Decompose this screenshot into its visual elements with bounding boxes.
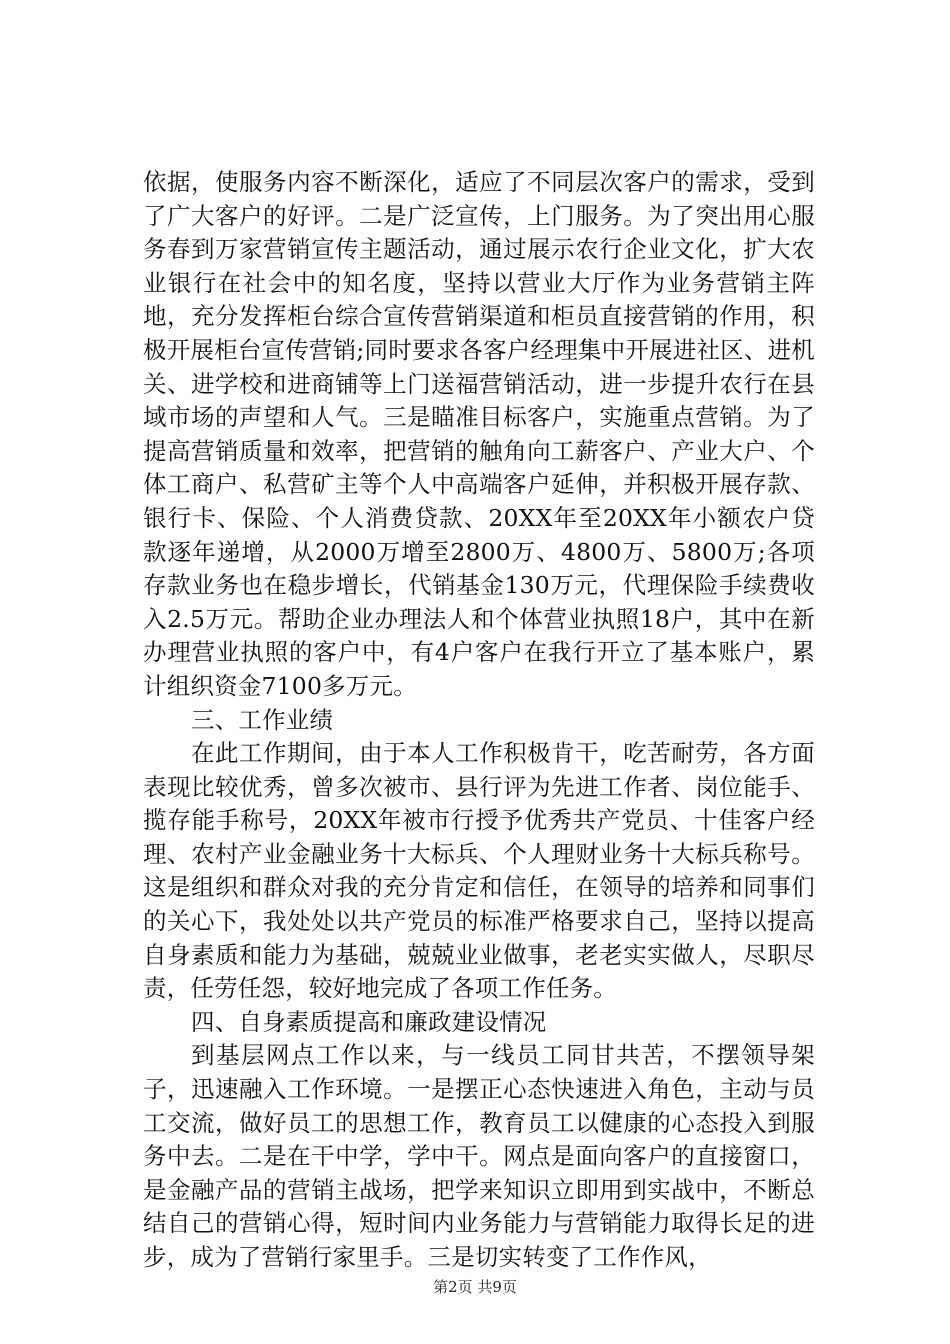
page-number-footer: 第2页 共9页 (433, 1278, 517, 1296)
section-heading: 三、工作业绩 (191, 705, 334, 734)
body-paragraph: 依据，使服务内容不断深化，适应了不同层次客户的需求，受到了广大客户的好评。二是广泛宣传，上门服务。为了突出用心服务春到万家营销宣传主题活动，通过展示农行企业文化，扩大农业银行在社会中的知名度，坚持以营业大厅作为业务营销主阵地，充分发挥柜台综合宣传营销渠道和柜员直接营销的作用，积极开展柜台宣传营销;同时要求各客户经理集中开展进社区、进机关、进学校和进商铺等上门送福营销活动，进一步提升农行在县域市场的声望和人气。三是瞄准目标客户，实施重点营销。为了提高营销质量和效率，把营销的触角向工薪客户、产业大户、个体工商户、私营矿主等个人中高端客户延伸，并积极开展存款、银行卡、保险、个人消费贷款、20XX年至20XX年小额农户贷款逐年递增，从2000万增至2800万、4800万、5800万;各项存款业务也在稳步增长，代销基金130万元，代理保险手续费收入2.5万元。帮助企业办理法人和个体营业执照18户，其中在新办理营业执照的客户中，有4户客户在我行开立了基本账户，累计组织资金7100多万元。 (143, 168, 815, 700)
body-paragraph: 在此工作期间，由于本人工作积极肯干，吃苦耐劳，各方面表现比较优秀，曾多次被市、县行评为先进工作者、岗位能手、揽存能手称号，20XX年被市行授予优秀共产党员、十佳客户经理、农村产业金融业务十大标兵、个人理财业务十大标兵称号。这是组织和群众对我的充分肯定和信任，在领导的培养和同事们的关心下，我处处以共产党员的标准严格要求自己，坚持以提高自身素质和能力为基础，兢兢业业做事，老老实实做人，尽职尽责，任劳任怨，较好地完成了各项工作任务。 (143, 739, 815, 1003)
body-paragraph: 到基层网点工作以来，与一线员工同甘共苦，不摆领导架子，迅速融入工作环境。一是摆正心态快速进入角色，主动与员工交流，做好员工的思想工作，教育员工以健康的心态投入到服务中去。二是在干中学，学中干。网点是面向客户的直接窗口，是金融产品的营销主战场，把学来知识立即用到实战中，不断总结自己的营销心得，短时间内业务能力与营销能力取得长足的进步，成为了营销行家里手。三是切实转变了工作作风， (143, 1041, 815, 1271)
document-body (143, 166, 815, 1275)
section-heading: 四、自身素质提高和廉政建设情况 (191, 1007, 547, 1036)
